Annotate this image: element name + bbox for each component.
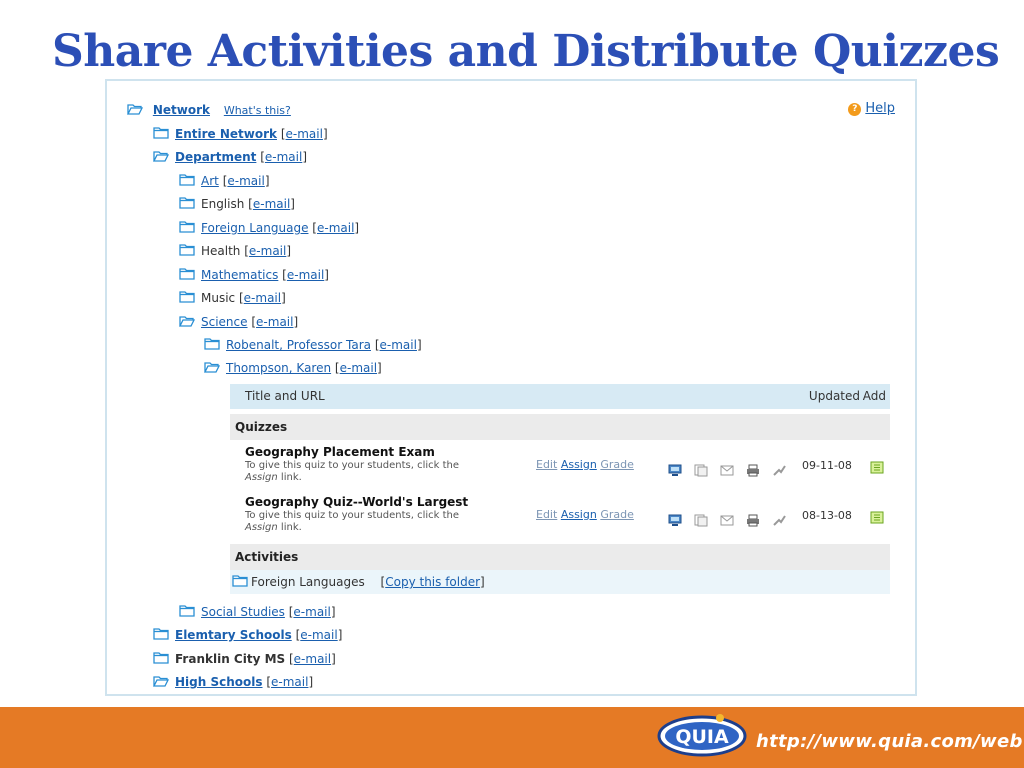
copy-icon[interactable] (694, 512, 708, 525)
folder-icon (232, 575, 248, 587)
email-link[interactable]: e-mail (264, 150, 303, 164)
folder-icon (179, 268, 195, 280)
email-link[interactable]: e-mail (293, 605, 331, 619)
edit-link[interactable]: Edit (536, 508, 558, 521)
footer-url: http://www.quia.com/web (756, 731, 1023, 752)
col-title-url: Title and URL (245, 389, 325, 403)
print-icon[interactable] (746, 462, 760, 475)
help-area (848, 101, 895, 116)
tree-item-department: Department [e-mail] (153, 148, 307, 166)
tree-item-robenalt: Robenalt, Professor Tara [e-mail] (204, 336, 422, 354)
quiz-title[interactable]: Geography Quiz--World's Largest (245, 495, 469, 509)
grade-link[interactable]: Grade (600, 508, 634, 521)
tree-item-entire-network: Entire Network [e-mail] (153, 125, 328, 143)
add-icon[interactable] (870, 459, 884, 472)
art-link[interactable]: Art (201, 174, 219, 188)
folder-icon (179, 197, 195, 209)
quiz-desc-link: link. (280, 472, 302, 483)
franklin-label: Franklin City MS (175, 652, 286, 666)
updated-date: 08-13-08 (802, 509, 852, 522)
edit-link[interactable]: Edit (536, 458, 558, 471)
foreign-language-link[interactable]: Foreign Language (201, 221, 309, 235)
social-studies-link[interactable]: Social Studies (201, 605, 285, 619)
folder-icon (179, 221, 195, 233)
email-link[interactable]: e-mail (243, 291, 282, 305)
col-add: Add (862, 389, 886, 403)
monitor-icon[interactable] (668, 462, 682, 475)
folder-icon (153, 127, 169, 139)
tree-item-health: Health [e-mail] (179, 242, 291, 260)
folder-open-icon (153, 150, 169, 162)
assign-link[interactable]: Assign (560, 458, 597, 471)
department-link[interactable]: Department (175, 150, 257, 164)
health-label: Health (201, 244, 241, 258)
whats-this-link[interactable]: What's this? (223, 104, 291, 117)
print-icon[interactable] (746, 512, 760, 525)
folder-icon (204, 338, 220, 350)
table-row (230, 445, 890, 495)
music-label: Music (201, 291, 236, 305)
copy-folder-link[interactable]: Copy this folder (385, 575, 481, 589)
help-icon: ? (848, 103, 861, 116)
folder-icon (153, 628, 169, 640)
quiz-actions (536, 458, 634, 471)
quiz-desc-assign: Assign (245, 472, 278, 483)
email-link[interactable]: e-mail (252, 197, 291, 211)
network-link[interactable]: Network (152, 103, 210, 117)
tree-item-english: English [e-mail] (179, 195, 295, 213)
folder-icon (179, 174, 195, 186)
folder-icon (179, 605, 195, 617)
tree-item-high-schools: High Schools [e-mail] (153, 673, 313, 691)
activity-folder-label[interactable]: Foreign Languages (251, 575, 365, 589)
quiz-title[interactable]: Geography Placement Exam (245, 445, 435, 459)
activities-section-heading (230, 544, 890, 570)
quizzes-section-heading (230, 414, 890, 440)
quiz-desc-text: To give this quiz to your students, click the (245, 460, 460, 471)
tree-item-music: Music [e-mail] (179, 289, 286, 307)
monitor-icon[interactable] (668, 512, 682, 525)
entire-network-link[interactable]: Entire Network (175, 127, 277, 141)
email-link[interactable]: e-mail (256, 315, 294, 329)
folder-open-icon (204, 361, 220, 373)
email-link[interactable]: e-mail (379, 338, 417, 352)
grade-link[interactable]: Grade (600, 458, 634, 471)
email-link[interactable]: e-mail (271, 675, 309, 689)
email-link[interactable]: e-mail (286, 268, 325, 282)
quiz-desc-assign: Assign (245, 522, 278, 533)
help-link[interactable]: Help (865, 101, 895, 116)
email-link[interactable]: e-mail (300, 628, 338, 642)
assign-link[interactable]: Assign (560, 508, 597, 521)
mathematics-link[interactable]: Mathematics (201, 268, 279, 282)
folder-open-icon (153, 675, 169, 687)
email-icon[interactable] (720, 512, 734, 525)
email-link[interactable]: e-mail (339, 361, 378, 375)
quiz-description (245, 460, 515, 484)
table-row (230, 495, 890, 545)
table-header (230, 384, 890, 409)
elemtary-schools-link[interactable]: Elemtary Schools (175, 628, 292, 642)
activities-heading: Activities (235, 550, 299, 564)
tree-item-elemtary-schools: Elemtary Schools [e-mail] (153, 626, 342, 644)
high-schools-link[interactable]: High Schools (175, 675, 263, 689)
email-link[interactable]: e-mail (316, 221, 355, 235)
email-icon[interactable] (720, 462, 734, 475)
col-updated: Updated (808, 389, 860, 403)
tree-item-thompson: Thompson, Karen [e-mail] (204, 359, 382, 377)
activity-folder-row: Foreign Languages [Copy this folder] (230, 570, 890, 594)
network-panel (105, 79, 917, 696)
email-link[interactable]: e-mail (248, 244, 287, 258)
email-link[interactable]: e-mail (285, 127, 323, 141)
tree-item-mathematics: Mathematics [e-mail] (179, 266, 329, 284)
updated-date: 09-11-08 (802, 459, 852, 472)
email-link[interactable]: e-mail (293, 652, 332, 666)
quiz-description (245, 510, 515, 534)
tree-item-science: Science [e-mail] (179, 313, 298, 331)
science-link[interactable]: Science (201, 315, 248, 329)
copy-icon[interactable] (694, 462, 708, 475)
tree-item-social-studies: Social Studies [e-mail] (179, 603, 336, 621)
folder-icon (179, 244, 195, 256)
robenalt-link[interactable]: Robenalt, Professor Tara (226, 338, 371, 352)
quia-logo (657, 712, 752, 758)
share-icon[interactable] (772, 462, 786, 475)
email-link[interactable]: e-mail (227, 174, 265, 188)
tree-item-art: Art [e-mail] (179, 172, 270, 190)
share-icon[interactable] (772, 512, 786, 525)
folder-open-icon (179, 315, 195, 327)
thompson-link[interactable]: Thompson, Karen (226, 361, 332, 375)
tree-item-franklin: Franklin City MS [e-mail] (153, 650, 336, 668)
add-icon[interactable] (870, 509, 884, 522)
folder-icon (153, 652, 169, 664)
logo-text: QUIA (675, 726, 729, 748)
english-label: English (201, 197, 245, 211)
quiz-desc-text: To give this quiz to your students, click the (245, 510, 460, 521)
tree-item-foreign-language: Foreign Language [e-mail] (179, 219, 359, 237)
quiz-tool-icons (668, 508, 793, 522)
quizzes-heading: Quizzes (235, 420, 288, 434)
quiz-tool-icons (668, 458, 793, 472)
slide-title: Share Activities and Distribute Quizzes (52, 26, 1000, 77)
folder-open-icon (127, 103, 143, 115)
folder-icon (179, 291, 195, 303)
quiz-desc-link: link. (280, 522, 302, 533)
quiz-actions (536, 508, 634, 521)
network-row (127, 101, 291, 119)
